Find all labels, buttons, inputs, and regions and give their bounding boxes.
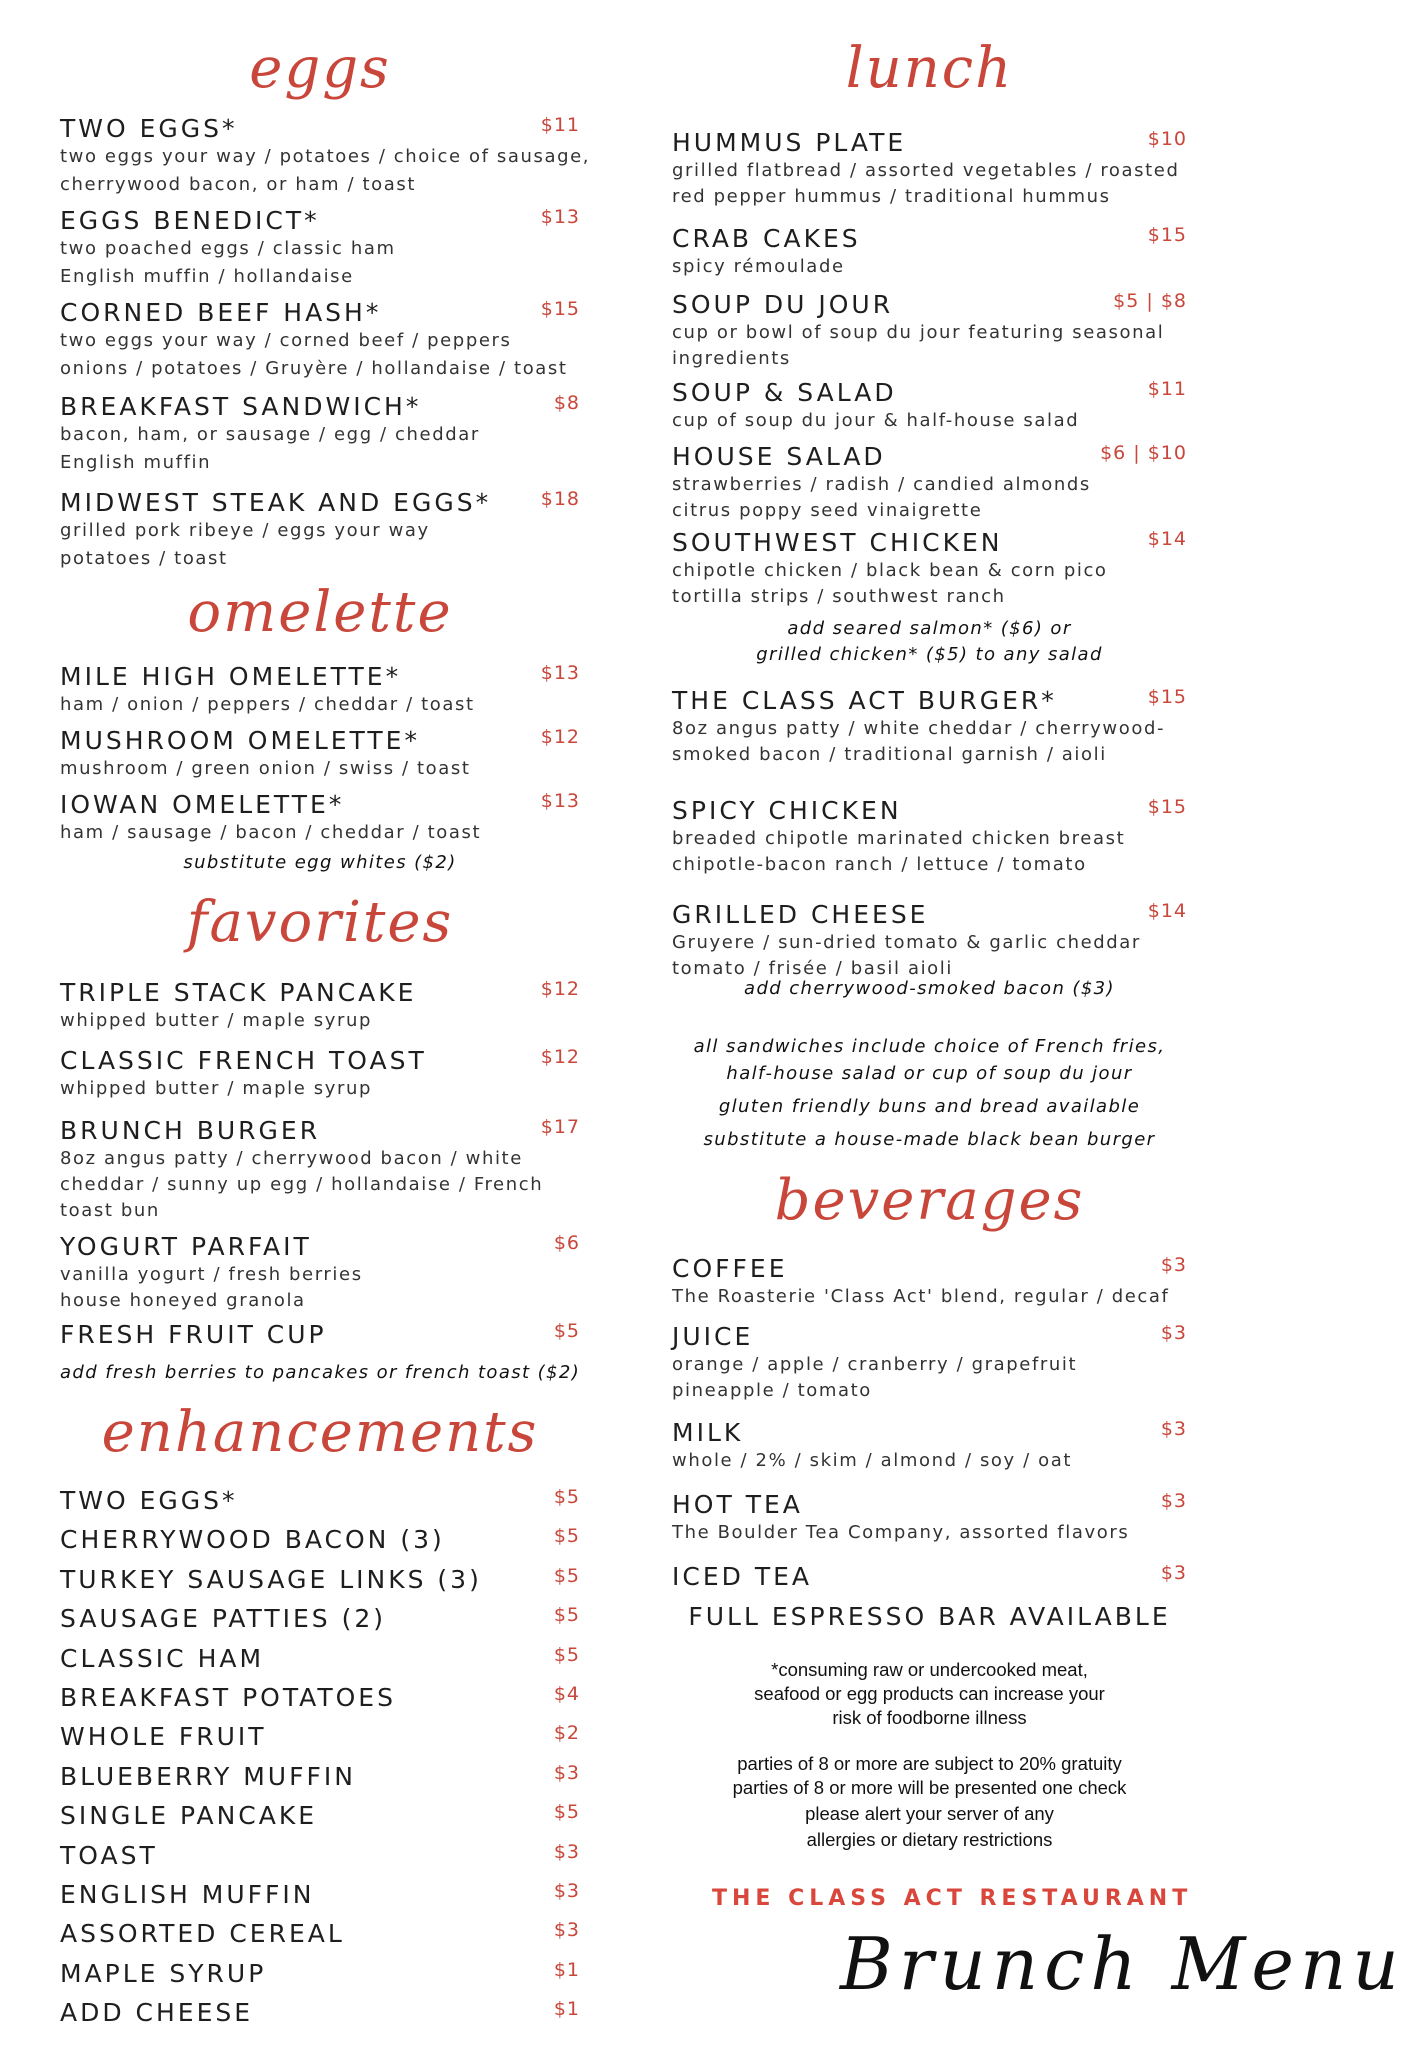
warning-line-1: *consuming raw or undercooked meat, <box>771 1659 1088 1680</box>
item-name: HOT TEA <box>672 1490 803 1519</box>
restaurant-name: THE CLASS ACT RESTAURANT <box>712 1886 1193 1911</box>
item-price: $14 <box>1147 528 1187 550</box>
item-price: $15 <box>1147 224 1187 246</box>
sandwich-note-1: all sandwiches include choice of French fries, <box>693 1036 1166 1057</box>
item-price: $13 <box>540 206 580 228</box>
salad-note-1: add seared salmon* ($6) or <box>787 618 1072 639</box>
item-price: $8 <box>553 392 580 414</box>
item-name: WHOLE FRUIT <box>60 1722 267 1752</box>
item-name: CRAB CAKES <box>672 224 861 253</box>
eggs-item <box>60 206 580 290</box>
lunch-heading: lunch <box>845 36 1014 101</box>
brunch-menu-title: Brunch Menu <box>840 1922 1405 2006</box>
lunch-item <box>672 528 1187 610</box>
item-description: ham / sausage / bacon / cheddar / toast <box>60 822 482 843</box>
item-price: $1 <box>553 1958 580 1981</box>
item-description: 8oz angus patty / cherrywood bacon / white <box>60 1148 523 1169</box>
item-price: $11 <box>1147 378 1187 400</box>
item-description: grilled pork ribeye / eggs your way <box>60 520 430 541</box>
favorites-item <box>60 1046 580 1102</box>
item-description: two poached eggs / classic ham <box>60 238 396 259</box>
item-price: $6 | $10 <box>1100 442 1187 464</box>
enhancements-heading: enhancements <box>101 1400 539 1465</box>
item-description: cup of soup du jour & half-house salad <box>672 410 1080 431</box>
item-name: HUMMUS PLATE <box>672 128 907 157</box>
beverage-item <box>672 1322 1187 1404</box>
item-name: MILK <box>672 1418 744 1447</box>
item-name: TOAST <box>60 1840 158 1870</box>
enhancement-item <box>60 1722 580 1752</box>
item-price: $12 <box>540 978 580 1000</box>
item-price: $12 <box>540 1046 580 1068</box>
beverage-item <box>672 1490 1187 1546</box>
enhancement-item <box>60 1762 580 1792</box>
enhancement-item <box>60 1683 580 1713</box>
item-description: English muffin <box>60 452 212 473</box>
item-description: whipped butter / maple syrup <box>60 1010 372 1031</box>
enhancement-item <box>60 1880 580 1910</box>
item-description: whipped butter / maple syrup <box>60 1078 372 1099</box>
enhancement-item <box>60 1604 580 1634</box>
enhancement-item <box>60 1801 580 1831</box>
item-description: English muffin / hollandaise <box>60 266 354 287</box>
item-name: JUICE <box>672 1322 754 1351</box>
omelette-item <box>60 790 580 846</box>
item-description: chipotle chicken / black bean & corn pico <box>672 560 1108 581</box>
item-name: MILE HIGH OMELETTE* <box>60 662 402 691</box>
espresso-bar: FULL ESPRESSO BAR AVAILABLE <box>688 1602 1171 1631</box>
sandwich-item <box>672 796 1187 878</box>
item-description: whole / 2% / skim / almond / soy / oat <box>672 1450 1073 1471</box>
item-name: CLASSIC HAM <box>60 1643 265 1673</box>
item-name: BRUNCH BURGER <box>60 1116 321 1145</box>
item-description: tortilla strips / southwest ranch <box>672 586 1006 607</box>
item-name: MIDWEST STEAK AND EGGS* <box>60 488 492 517</box>
item-name: SOUTHWEST CHICKEN <box>672 528 1003 557</box>
item-name: CLASSIC FRENCH TOAST <box>60 1046 427 1075</box>
item-price: $15 <box>540 298 580 320</box>
item-description: mushroom / green onion / swiss / toast <box>60 758 471 779</box>
beverage-item <box>672 1418 1187 1474</box>
item-description: two eggs your way / corned beef / peppers <box>60 330 512 351</box>
enhancement-item <box>60 1841 580 1871</box>
item-name: HOUSE SALAD <box>672 442 886 471</box>
omelette-item <box>60 662 580 718</box>
item-description: ham / onion / peppers / cheddar / toast <box>60 694 475 715</box>
enhancement-item <box>60 1486 580 1516</box>
enhancement-item <box>60 1525 580 1555</box>
item-description: tomato / frisée / basil aioli <box>672 958 953 979</box>
item-price: $18 <box>540 488 580 510</box>
item-description: strawberries / radish / candied almonds <box>672 474 1091 495</box>
eggs-item <box>60 114 591 198</box>
item-name: ENGLISH MUFFIN <box>60 1880 315 1909</box>
omelette-heading: omelette <box>187 580 453 645</box>
item-description: cherrywood bacon, or ham / toast <box>60 174 416 195</box>
item-description: spicy rémoulade <box>672 256 845 277</box>
item-name: CORNED BEEF HASH* <box>60 298 382 327</box>
item-price: $2 <box>553 1722 580 1745</box>
item-name: IOWAN OMELETTE* <box>60 790 345 819</box>
item-name: ICED TEA <box>672 1562 812 1591</box>
sandwich-item <box>672 686 1187 768</box>
item-description: smoked bacon / traditional garnish / aioli <box>672 744 1107 765</box>
item-price: $1 <box>553 1998 580 2021</box>
item-price: $5 <box>553 1564 580 1587</box>
item-name: TWO EGGS* <box>60 1486 238 1515</box>
item-description: two eggs your way / potatoes / choice of sausage, <box>60 146 591 167</box>
item-name: BLUEBERRY MUFFIN <box>60 1761 356 1791</box>
lunch-item <box>672 378 1187 434</box>
item-name: GRILLED CHEESE <box>672 900 929 929</box>
item-price: $5 <box>553 1604 580 1627</box>
item-price: $5 | $8 <box>1113 290 1187 312</box>
item-name: SOUP & SALAD <box>672 378 897 407</box>
item-description: house honeyed granola <box>60 1290 306 1311</box>
item-price: $3 <box>1160 1254 1187 1276</box>
policy-line-2: parties of 8 or more will be presented one check <box>732 1777 1127 1798</box>
sandwich-note-3: gluten friendly buns and bread available <box>718 1096 1141 1117</box>
enhancement-item <box>60 1919 580 1949</box>
item-price: $11 <box>540 114 580 136</box>
favorites-heading: favorites <box>186 890 454 955</box>
favorites-note: add fresh berries to pancakes or french toast ($2) <box>60 1362 581 1383</box>
item-name: SINGLE PANCAKE <box>60 1801 318 1831</box>
beverage-item <box>672 1254 1187 1310</box>
favorites-item <box>60 1116 580 1224</box>
omelette-item <box>60 726 580 782</box>
item-description: grilled flatbread / assorted vegetables / roasted <box>672 160 1180 181</box>
policy-line-3: please alert your server of any <box>805 1803 1054 1824</box>
item-price: $3 <box>1160 1562 1187 1584</box>
item-price: $3 <box>553 1761 580 1784</box>
item-price: $3 <box>1160 1418 1187 1440</box>
item-name: COFFEE <box>672 1254 788 1283</box>
item-price: $14 <box>1147 900 1187 922</box>
item-description: vanilla yogurt / fresh berries <box>60 1264 363 1285</box>
item-price: $3 <box>553 1840 580 1863</box>
item-name: TURKEY SAUSAGE LINKS (3) <box>60 1564 482 1594</box>
policy-line-1: parties of 8 or more are subject to 20% gratuity <box>737 1753 1122 1774</box>
item-name: TRIPLE STACK PANCAKE <box>60 978 417 1007</box>
enhancement-item <box>60 1959 580 1989</box>
item-description: cup or bowl of soup du jour featuring seasonal <box>672 322 1165 343</box>
item-description: onions / potatoes / Gruyère / hollandaise / toast <box>60 358 568 379</box>
warning-line-2: seafood or egg products can increase your <box>754 1683 1105 1704</box>
item-name: FRESH FRUIT CUP <box>60 1320 327 1349</box>
eggs-item <box>60 488 580 572</box>
item-price: $3 <box>1160 1490 1187 1512</box>
enhancement-item <box>60 1644 580 1674</box>
item-name: ADD CHEESE <box>60 1998 254 2028</box>
item-price: $13 <box>540 662 580 684</box>
item-name: SAUSAGE PATTIES (2) <box>60 1604 386 1634</box>
item-description: pineapple / tomato <box>672 1380 872 1401</box>
item-name: MUSHROOM OMELETTE* <box>60 726 420 755</box>
salad-note-2: grilled chicken* ($5) to any salad <box>756 644 1103 665</box>
item-description: citrus poppy seed vinaigrette <box>672 500 983 521</box>
eggs-item <box>60 298 580 382</box>
sandwich-note-4: substitute a house-made black bean burger <box>703 1129 1156 1150</box>
item-price: $10 <box>1147 128 1187 150</box>
item-description: orange / apple / cranberry / grapefruit <box>672 1354 1078 1375</box>
sandwich-item <box>672 900 1187 982</box>
item-description: chipotle-bacon ranch / lettuce / tomato <box>672 854 1087 875</box>
item-price: $6 <box>553 1232 580 1254</box>
item-price: $3 <box>1160 1322 1187 1344</box>
omelette-note: substitute egg whites ($2) <box>183 852 457 873</box>
bacon-note: add cherrywood-smoked bacon ($3) <box>744 978 1115 999</box>
beverages-heading: beverages <box>774 1168 1085 1233</box>
enhancement-item <box>60 1565 580 1595</box>
lunch-item <box>672 128 1187 210</box>
item-name: MAPLE SYRUP <box>60 1958 267 1988</box>
eggs-item <box>60 392 580 476</box>
item-description: breaded chipotle marinated chicken breast <box>672 828 1126 849</box>
item-name: YOGURT PARFAIT <box>60 1232 312 1261</box>
item-price: $4 <box>553 1683 580 1705</box>
item-description: The Roasterie 'Class Act' blend, regular / decaf <box>672 1286 1170 1307</box>
item-description: toast bun <box>60 1200 160 1221</box>
sandwich-note-2: half-house salad or cup of soup du jour <box>726 1063 1133 1084</box>
item-description: potatoes / toast <box>60 548 228 569</box>
enhancement-item <box>60 1998 580 2028</box>
item-price: $13 <box>540 790 580 812</box>
policy-line-4: allergies or dietary restrictions <box>806 1829 1053 1850</box>
item-price: $15 <box>1147 686 1187 708</box>
item-price: $12 <box>540 726 580 748</box>
item-description: Gruyere / sun-dried tomato & garlic cheddar <box>672 932 1141 953</box>
item-description: The Boulder Tea Company, assorted flavors <box>672 1522 1130 1543</box>
item-description: 8oz angus patty / white cheddar / cherrywood- <box>672 718 1166 739</box>
item-name: SOUP DU JOUR <box>672 290 894 319</box>
item-price: $5 <box>553 1486 580 1508</box>
item-price: $3 <box>553 1880 580 1902</box>
lunch-item <box>672 290 1187 372</box>
warning-line-3: risk of foodborne illness <box>832 1707 1027 1728</box>
favorites-item <box>60 1232 580 1314</box>
item-price: $5 <box>553 1643 580 1666</box>
beverage-item <box>672 1562 1187 1592</box>
item-description: bacon, ham, or sausage / egg / cheddar <box>60 424 480 445</box>
item-description: red pepper hummus / traditional hummus <box>672 186 1111 207</box>
item-name: THE CLASS ACT BURGER* <box>672 686 1057 715</box>
item-name: BREAKFAST POTATOES <box>60 1683 396 1712</box>
item-price: $5 <box>553 1320 580 1342</box>
item-price: $15 <box>1147 796 1187 818</box>
item-name: ASSORTED CEREAL <box>60 1919 345 1949</box>
eggs-heading: eggs <box>249 36 391 101</box>
item-price: $5 <box>553 1801 580 1824</box>
item-price: $5 <box>553 1525 580 1548</box>
item-name: TWO EGGS* <box>60 114 238 143</box>
favorites-item <box>60 1320 580 1350</box>
item-name: CHERRYWOOD BACON (3) <box>60 1525 445 1555</box>
item-price: $3 <box>553 1919 580 1942</box>
favorites-item <box>60 978 580 1034</box>
item-description: cheddar / sunny up egg / hollandaise / French <box>60 1174 544 1195</box>
item-name: BREAKFAST SANDWICH* <box>60 392 422 421</box>
item-description: ingredients <box>672 348 791 369</box>
item-name: EGGS BENEDICT* <box>60 206 320 235</box>
lunch-item <box>672 224 1187 280</box>
item-name: SPICY CHICKEN <box>672 796 902 825</box>
item-price: $17 <box>540 1116 580 1138</box>
lunch-item <box>672 442 1187 524</box>
